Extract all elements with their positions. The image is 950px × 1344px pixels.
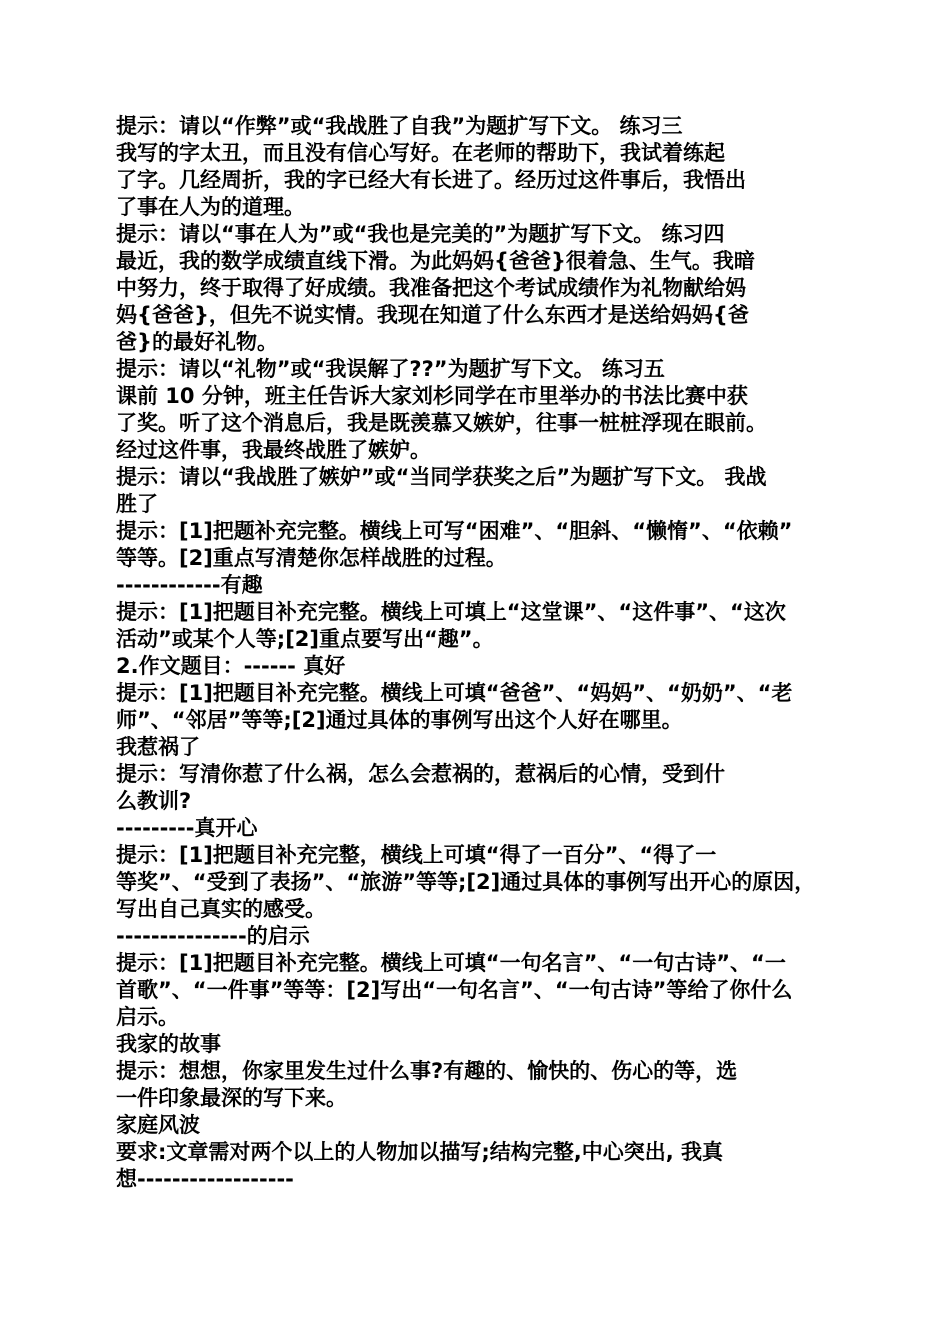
text-line: 了事在人为的道理。 [116, 195, 305, 219]
text-line: 了字。几经周折，我的字已经大有长进了。经历过这件事后，我悟出 [116, 168, 746, 192]
text-line: 提示：请以“我战胜了嫉妒”或“当同学获奖之后”为题扩写下文。 我战 [116, 465, 767, 489]
text-line: 活动”或某个人等;[2]重点要写出“趣”。 [116, 627, 494, 651]
text-line: 最近，我的数学成绩直线下滑。为此妈妈{爸爸}很着急、生气。我暗 [116, 249, 755, 273]
text-line: 提示：[1]把题补充完整。横线上可写“困难”、“胆斜、“懒惰”、“依赖” [116, 519, 793, 543]
text-line: 提示：写清你惹了什么祸，怎么会惹祸的，惹祸后的心情，受到什 [116, 762, 725, 786]
text-line: 2.作文题目：------ 真好 [116, 654, 346, 678]
text-line: 经过这件事，我最终战胜了嫉妒。 [116, 438, 431, 462]
text-line: 提示：请以“事在人为”或“我也是完美的”为题扩写下文。 练习四 [116, 222, 725, 246]
text-line: 么教训? [116, 789, 192, 813]
text-line: 提示：[1]把题目补充完整，横线上可填“得了一百分”、“得了一 [116, 843, 717, 867]
text-line: 我家的故事 [116, 1032, 221, 1056]
text-line: 想------------------ [116, 1167, 294, 1191]
text-line: ------------有趣 [116, 573, 263, 597]
text-line: 提示：[1]把题目补充完整。横线上可填“爸爸”、“妈妈”、“奶奶”、“老 [116, 681, 793, 705]
text-line: 我惹祸了 [116, 735, 200, 759]
text-line: 写出自己真实的感受。 [116, 897, 326, 921]
text-line: 了奖。听了这个消息后，我是既羡慕又嫉妒，往事一桩桩浮现在眼前。 [116, 411, 767, 435]
text-line: 要求:文章需对两个以上的人物加以描写;结构完整,中心突出, 我真 [116, 1140, 724, 1164]
text-line: 提示：想想，你家里发生过什么事?有趣的、愉快的、伤心的等，选 [116, 1059, 738, 1083]
text-line: 提示：[1]把题目补充完整。横线上可填“一句名言”、“一句古诗”、“一 [116, 951, 786, 975]
text-line: 我写的字太丑，而且没有信心写好。在老师的帮助下，我试着练起 [116, 141, 725, 165]
text-line: 师”、“邻居”等等;[2]通过具体的事例写出这个人好在哪里。 [116, 708, 683, 732]
text-line: 提示：[1]把题目补充完整。横线上可填上“这堂课”、“这件事”、“这次 [116, 600, 786, 624]
text-line: 启示。 [116, 1005, 179, 1029]
text-line: 爸}的最好礼物。 [116, 330, 278, 354]
text-line: 提示：请以“礼物”或“我误解了??”为题扩写下文。 练习五 [116, 357, 665, 381]
text-line: 胜了 [116, 492, 158, 516]
document-page [116, 113, 856, 1193]
text-line: 一件印象最深的写下来。 [116, 1086, 347, 1110]
text-line: 等等。[2]重点写清楚你怎样战胜的过程。 [116, 546, 507, 570]
text-line: 妈{爸爸}，但先不说实情。我现在知道了什么东西才是送给妈妈{爸 [116, 303, 749, 327]
text-line: ---------------的启示 [116, 924, 310, 948]
text-line: ---------真开心 [116, 816, 258, 840]
text-line: 提示：请以“作弊”或“我战胜了自我”为题扩写下文。 练习三 [116, 114, 683, 138]
text-line: 中努力，终于取得了好成绩。我准备把这个考试成绩作为礼物献给妈 [116, 276, 746, 300]
text-line: 家庭风波 [116, 1113, 200, 1137]
text-line: 首歌”、“一件事”等等：[2]写出“一句名言”、“一句古诗”等给了你什么 [116, 978, 793, 1002]
text-line: 课前 10 分钟，班主任告诉大家刘杉同学在市里举办的书法比赛中获 [116, 384, 748, 408]
text-line: 等奖”、“受到了表扬”、“旅游”等等;[2]通过具体的事例写出开心的原因， [116, 870, 816, 894]
